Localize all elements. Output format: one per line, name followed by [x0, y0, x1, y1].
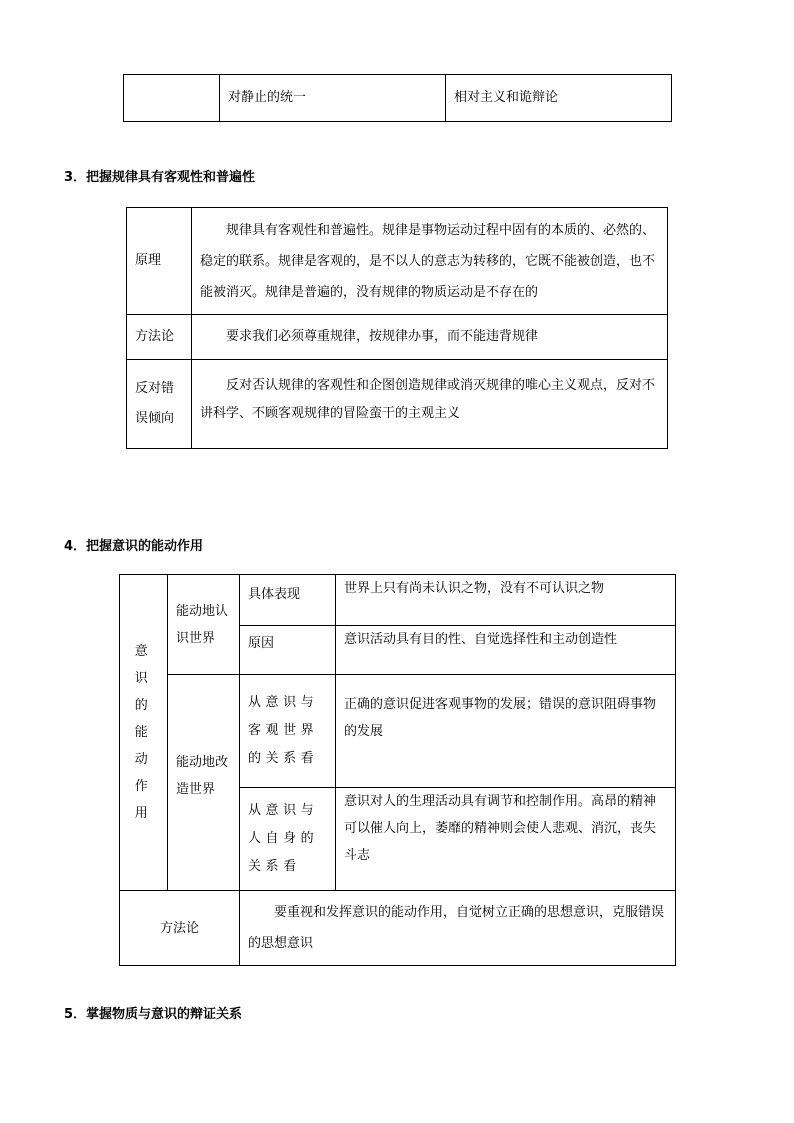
table-row — [120, 675, 676, 788]
method-label: 方法论 — [120, 891, 240, 966]
table-row — [120, 891, 676, 966]
main-label-cell: 意识的能动作用 — [120, 575, 168, 891]
table-row — [124, 75, 672, 122]
top-partial-table — [123, 74, 672, 122]
row-label-oppose: 反对错误倾向 — [127, 360, 192, 449]
row-label: 从意识与人自身的关系看 — [240, 788, 336, 891]
section-heading-5: 5．掌握物质与意识的辩证关系 — [64, 1007, 243, 1022]
row-label: 从意识与客观世界的关系看 — [240, 675, 336, 788]
group-label-transform: 能动地改造世界 — [168, 675, 240, 891]
law-table — [126, 207, 668, 449]
row-content-method: 要求我们必须尊重规律，按规律办事，而不能违背规律 — [192, 315, 668, 360]
table-cell: 对静止的统一 — [220, 75, 446, 122]
row-label-principle: 原理 — [127, 208, 192, 315]
consciousness-table — [119, 574, 676, 966]
row-label: 具体表现 — [240, 575, 336, 626]
table-cell: 相对主义和诡辩论 — [446, 75, 672, 122]
table-row — [127, 208, 668, 315]
row-label-method: 方法论 — [127, 315, 192, 360]
row-label: 原因 — [240, 626, 336, 675]
row-content: 世界上只有尚未认识之物，没有不可认识之物 — [336, 575, 676, 626]
group-label-cognize: 能动地认识世界 — [168, 575, 240, 675]
table-row — [120, 575, 676, 626]
row-content-oppose: 反对否认规律的客观性和企图创造规律或消灭规律的唯心主义观点，反对不讲科学、不顾客观规律的冒险蛮干的主观主义 — [192, 360, 668, 449]
table-cell-empty — [124, 75, 220, 122]
table-row — [127, 315, 668, 360]
section-heading-4: 4．把握意识的能动作用 — [64, 539, 204, 554]
row-content: 正确的意识促进客观事物的发展；错误的意识阻碍事物的发展 — [336, 675, 676, 788]
method-content: 要重视和发挥意识的能动作用，自觉树立正确的思想意识，克服错误的思想意识 — [240, 891, 676, 966]
section-heading-3: 3．把握规律具有客观性和普遍性 — [64, 170, 256, 185]
row-content: 意识活动具有目的性、自觉选择性和主动创造性 — [336, 626, 676, 675]
row-content-principle: 规律具有客观性和普遍性。规律是事物运动过程中固有的本质的、必然的、稳定的联系。规律是客观的，是不以人的意志为转移的，它既不能被创造，也不能被消灭。规律是普遍的，没有规律的物质运动是不存在的 — [192, 208, 668, 315]
row-content: 意识对人的生理活动具有调节和控制作用。高昂的精神可以催人向上，萎靡的精神则会使人悲观、消沉，丧失斗志 — [336, 788, 676, 891]
table-row — [127, 360, 668, 449]
